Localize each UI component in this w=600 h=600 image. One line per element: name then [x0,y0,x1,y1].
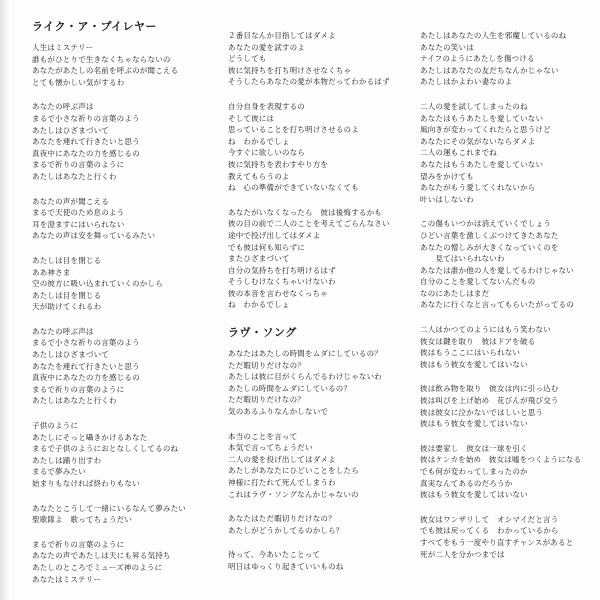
lyric-line: 彼の目の前で二人のことを考えてごらんなさい [228,219,390,229]
lyric-line: あなたの笑いは [420,42,474,52]
lyrics-stanza [420,101,595,205]
lyric-line: そうしたらあなたの愛が本物だってわかるはず [228,77,390,87]
lyric-line: あなたの愛を試すのよ [228,42,305,52]
lyric-line: 彼は要家し 彼女は一球を引く [420,443,528,453]
lyric-line: 彼はケンカを始め 彼女は嘘をつくようになる [420,455,582,465]
lyrics-stanza [32,196,212,242]
lyric-line: 叶いはしないわ [420,194,474,204]
lyric-line: まるで小さな祈りの言葉のよう [32,113,140,123]
lyric-line: まるで祈りの言葉のように [32,384,125,394]
lyric-line: まるで天使のため息のよう [32,208,125,218]
lyrics-column-1 [32,18,212,598]
lyric-line: 待って、今あいたことって [228,550,321,560]
lyrics-stanza [228,549,408,572]
lyric-line: あなたは誰か他の人を愛してるわけじゃない [420,265,574,275]
lyric-line: ただ暇切りだけなの？ [228,395,305,405]
lyric-line: あたしがどうかしてるのかしら？ [228,525,344,535]
lyric-line: まるで子供のようにおとなしくしてるのね [32,444,179,454]
lyric-line: あたしはひざまづいて [32,125,109,135]
lyric-line: 真実なんてあるのだろうか [420,478,513,488]
lyric-line: 真夜中にあなたの力を感じるの [32,148,140,158]
lyric-line: あたしはあなたと行くわ [32,396,117,406]
lyrics-stanza [32,101,212,182]
song-title: ライク・ア・プイレヤー [32,20,157,33]
song-title: ラヴ・ソング [228,326,297,340]
lyric-line: 彼はもう彼女を愛してはいない [420,359,528,369]
lyric-line: この傷もいつかは消えていくでしょう [420,219,551,229]
lyrics-stanza [228,513,408,536]
lyric-line: 耳を澄ますにはいられない [32,219,125,229]
lyric-line: ２番目なんか目指してはダメよ [228,31,336,40]
lyric-line: あなたにその気がないならダメよ [420,136,536,146]
lyric-line: 二人はかつてのようにはもう笑わない [420,325,551,335]
lyrics-column-3 [420,30,595,573]
lyric-line: ね わかるでしょ [228,300,290,310]
lyric-line: 子供のように [32,421,79,431]
lyric-line: 始まりもなければ終わりもない [32,479,140,488]
lyric-line: ただ暇切りだけなの？ [228,360,305,370]
lyric-line: あなたはあたしの時間をムダにしているの？ [228,349,382,359]
lyric-line: 途中で投げ出してはダメよ [228,230,321,240]
lyric-line: 明日はゆっくり起きていいものね [228,561,344,571]
lyric-line: 天が助けてくれるわ [32,302,102,312]
lyric-line: あたしにそっと囁きかけるあなた [32,432,148,442]
lyrics-column-2 [228,30,408,586]
lyric-line: あたしの時間をムダにしているの？ [228,383,352,393]
lyric-line: まるで祈りの言葉のように [32,539,125,549]
lyric-line: あなたはもうあたしを愛していない [420,159,544,169]
lyric-line: 教えてもらうのよ [228,171,290,181]
page-edge-shadow [0,0,10,600]
lyric-line: 彼の本音を言わせなくっちゃ [228,288,328,298]
lyric-line: そうしむけなくちゃいけないわ [228,277,336,287]
lyric-line: 彼女は鍵を取り 彼はドアを破る [420,336,536,346]
lyric-line: 本当のことを言って [228,431,298,441]
lyric-line: あなたがいなくなったら 彼は後悔するかも [228,207,382,217]
lyric-line: あなたとこうして一緒にいるなんて夢みたい [32,503,186,513]
lyrics-stanza [228,30,408,88]
lyric-line: 思っていることを打ち明けさせるのよ [228,125,359,135]
lyric-line: あなたはもうあたしを愛していない [420,113,544,123]
lyrics-stanza [228,101,408,194]
lyrics-stanza [228,431,408,501]
lyric-line: あなたの呼ぶ声は [32,102,94,112]
lyric-line: 空の彼方に吸い込まれていくのかしら [32,279,163,289]
lyric-line: 望みをかけても [420,171,474,181]
lyric-line: ひどい言葉を激しくぶつけてきたあなた [420,230,559,240]
lyric-line: あなたがあたしの名前を呼ぶのが聞こえる [32,66,179,76]
lyrics-stanza [32,326,212,407]
lyric-line: あなたの声が聞こえる [32,196,109,206]
lyric-line: あなたはミステリー [32,574,102,584]
lyrics-stanza [228,348,408,418]
lyric-line: 聖歌隊よ 歌ってちょうだい [32,515,133,525]
lyric-line: 死が二人を分かつまでは [420,549,505,559]
lyric-line: 神様に打たれて死んでしまうわ [228,478,336,487]
lyrics-stanza [420,324,595,370]
lyric-line: 彼はもう彼女を愛してはいない [420,419,528,429]
lyrics-stanza [420,383,595,429]
lyric-line: 彼は彼女に泣かないではしいと思う [420,407,544,417]
lyric-line: 真夜中にあなたの力を感じるの [32,373,140,383]
lyric-line: 自分の気持ちを打ち明けるはず [228,265,336,275]
lyric-line: でも何が変わってしまったのか [420,467,528,476]
lyric-line: とても懐かしい気がするわ [32,77,125,87]
lyric-line: あたしはあなたの人生を邪魔しているのね [420,31,567,40]
lyrics-stanza [32,503,212,526]
lyric-line: 彼女はワンザリして オシマイだと言う [420,514,559,524]
lyric-line: あなたの呼ぶ声は [32,326,94,336]
lyric-line: 二人の運もこれまでね [420,148,497,158]
lyric-line: 彼は叫びを上げ始め 花びんが飛び交う [420,396,559,406]
lyric-line: ね 心の準備ができていないなくても [228,183,359,193]
lyric-line: あたしのところでミューズ神のように [32,562,163,572]
lyrics-stanza [32,420,212,490]
lyric-line: あたしはかよわい妻なのよ [420,77,513,87]
lyric-line: 二人の愛を試してしまったのね [420,101,528,111]
lyric-line: 彼は飲み物を取り 彼女は内に引っ込む [420,384,559,394]
lyric-line: どうしても [228,54,267,64]
lyric-line: ね わかるでしょ [228,136,290,146]
lyrics-stanza [32,42,212,88]
lyric-line: ナイフのようにあたしを傷つける [420,54,535,64]
lyric-line: あたしはひざまづいて [32,350,109,360]
lyrics-stanza [420,218,595,311]
lyric-line: 風向きが変わってくれたらと思うけど [420,125,551,135]
lyric-line: あたしは目を閉じる [32,255,102,265]
lyrics-stanza [420,514,595,560]
lyrics-stanza [420,443,595,501]
lyric-line: 彼はもう彼女を愛してはいない [420,490,528,500]
lyric-line: またひざまづいて [228,254,290,264]
lyric-line: 彼に気持ちを表わすやり方を [228,159,329,169]
lyric-line: あなたを連れて行きたいと思う [32,137,140,147]
lyric-line: あたしは踊り出すわ [32,455,102,465]
lyric-line: あなたの憎しみが大きくなっていくのを [420,242,559,252]
lyric-line: あなたの声であたしは天にも昇る気持ち [32,551,171,561]
lyric-line: 人生はミステリー [32,43,94,52]
lyric-line: でも彼は何も知らずに [228,242,305,252]
lyrics-stanza [32,255,212,313]
lyric-line: そして彼には [228,113,275,123]
lyric-line: あたしは彼に目がくらんでるわけじゃないわ [228,372,382,382]
lyric-line: まるで夢みたい [32,467,86,477]
lyric-line: 気のあるふりなんかしないで [228,407,329,417]
lyric-line: あたしは目を閉じる [32,290,102,300]
lyric-line: 彼はもうここにはいられない [420,348,521,358]
lyrics-stanza [228,207,408,311]
lyric-line: 自分のことを愛してないんだもの [420,277,536,287]
lyric-line: あなたの声は安を舞っているみたい [32,231,156,241]
lyric-line: 二人の愛を投げ出してはダメよ [228,454,336,464]
lyrics-stanza [420,30,595,88]
lyric-line: あたしはあなたと行くわ [32,171,117,181]
lyric-line: 誰もがひとりで生きなくちゃならないの [32,54,171,64]
lyric-line: でも彼は戻ってくる わかっているから [420,526,559,536]
lyric-line: あたしがあなたにひどいことをしたら [228,466,359,476]
lyrics-stanza [32,539,212,585]
lyric-line: まるで祈りの言葉のように [32,160,125,170]
lyric-line: ああ神さま [32,267,71,277]
lyric-line: すべてをもう一度やり直すチャンスがあると [420,537,574,547]
lyric-line: あたしはあなたの友だちなんかじゃない [420,65,559,75]
lyric-line: あなたを連れて行きたいと思う [32,361,140,371]
lyric-line: これはラヴ・ソングなんかじゃないの [228,489,359,499]
lyric-line: 今すぐに欲しいのなら [228,148,305,158]
lyric-line: あなたに行くなと言ってもらいたがってるの [420,300,574,310]
lyric-line: まるで小さな祈りの言葉のよう [32,338,140,348]
lyric-line: なのにあたしはまだ [420,288,490,298]
lyric-line: あなたがもう愛してくれないから [420,183,536,193]
lyric-line: 本気で言ってちょうだい [228,443,313,453]
lyric-line: 自分自身を表現するの [228,101,305,111]
lyric-line: 見てはいられないわ [420,254,505,264]
lyric-line: 彼に気持ちを打ち明けさせなくちゃ [228,65,352,75]
lyric-line: あなたはただ暇切りだけなの？ [228,514,336,524]
